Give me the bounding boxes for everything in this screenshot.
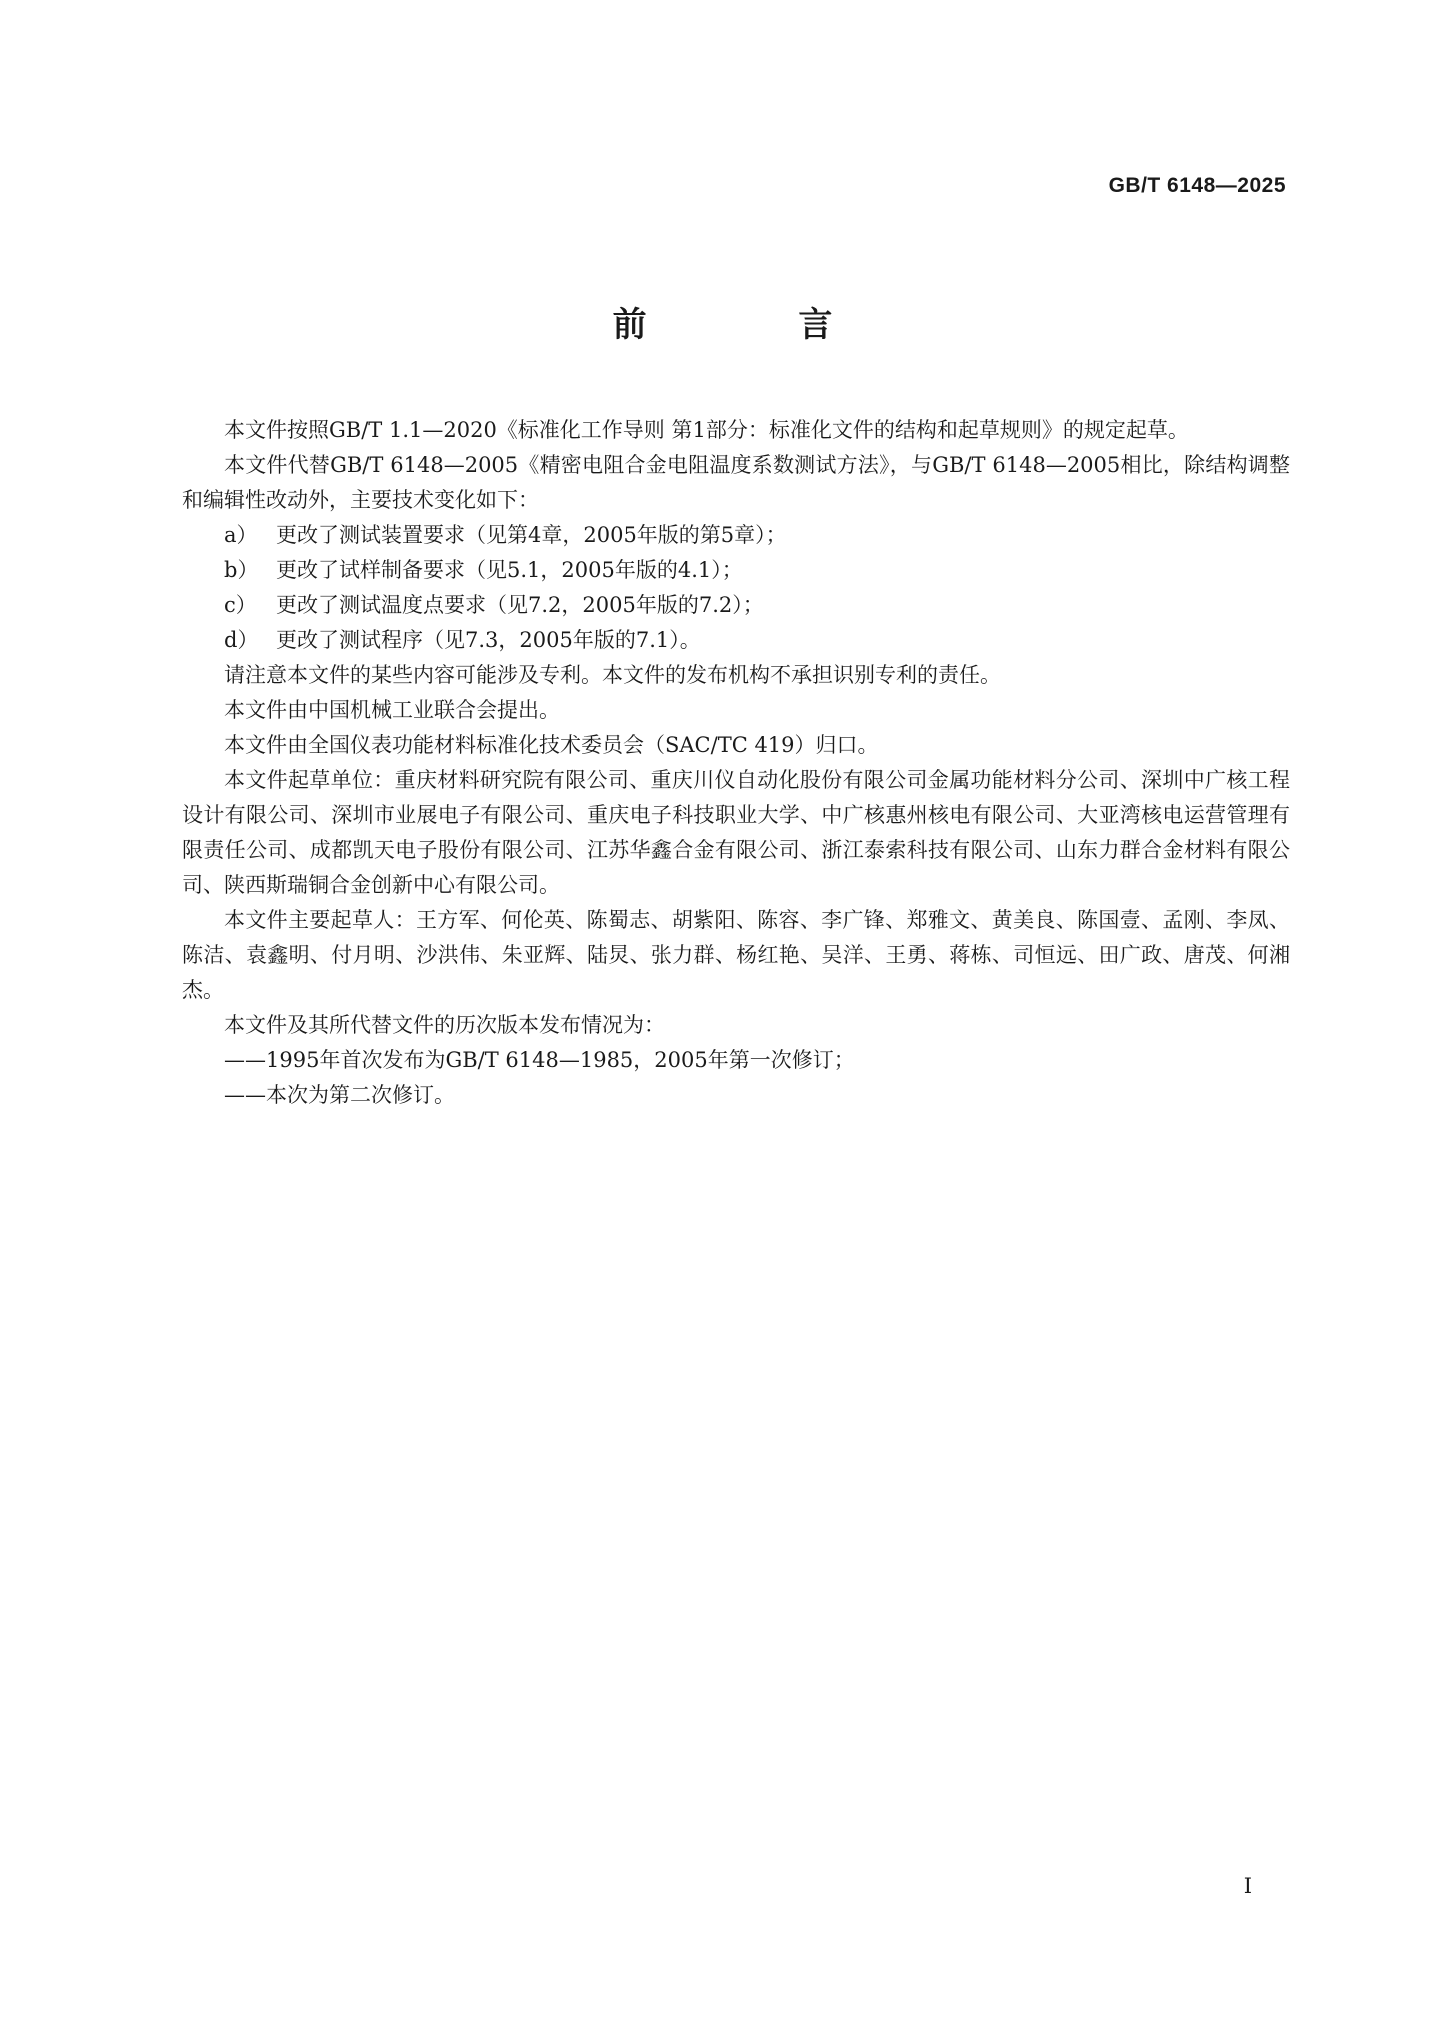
committee-paragraph: 本文件由全国仪表功能材料标准化技术委员会（SAC/TC 419）归口。 <box>224 733 879 757</box>
page-number: I <box>1243 1874 1252 1898</box>
drafters-paragraph: 本文件主要起草人：王方军、何伦英、陈蜀志、胡紫阳、陈容、李广锋、郑雅文、黄美良、陈国壹、孟刚、李凤、陈洁、袁鑫明、付月明、沙洪伟、朱亚辉、陆炅、张力群、杨红艳、吴洋、王勇、蒋栋、司恒远、田广政、唐茂、何湘杰。 <box>182 908 1290 1002</box>
change-marker: b） <box>224 558 259 582</box>
change-item-c <box>182 588 1290 623</box>
version-history-item: ——本次为第二次修订。 <box>224 1083 455 1107</box>
change-item-b <box>182 553 1290 588</box>
change-text: 更改了测试装置要求（见第4章，2005年版的第5章）； <box>276 523 787 547</box>
change-text: 更改了测试温度点要求（见7.2，2005年版的7.2）； <box>276 593 764 617</box>
version-history-item: ——1995年首次发布为GB/T 6148—1985，2005年第一次修订； <box>224 1048 855 1072</box>
replacement-paragraph: 本文件代替GB/T 6148—2005《精密电阻合金电阻温度系数测试方法》，与GB/T 6148—2005相比，除结构调整和编辑性改动外，主要技术变化如下： <box>182 453 1290 512</box>
drafting-units-paragraph: 本文件起草单位：重庆材料研究院有限公司、重庆川仪自动化股份有限公司金属功能材料分公司、深圳中广核工程设计有限公司、深圳市业展电子有限公司、重庆电子科技职业大学、中广核惠州核电有限公司、大亚湾核电运营管理有限责任公司、成都凯天电子股份有限公司、江苏华鑫合金有限公司、浙江泰索科技有限公司、山东力群合金材料有限公司、陕西斯瑞铜合金创新中心有限公司。 <box>182 768 1290 897</box>
change-item-a <box>182 518 1290 553</box>
change-marker: d） <box>224 628 259 652</box>
change-item-d <box>182 623 1290 658</box>
drafting-basis-paragraph: 本文件按照GB/T 1.1—2020《标准化工作导则 第1部分：标准化文件的结构和起草规则》的规定起草。 <box>224 418 1189 442</box>
proposer-paragraph: 本文件由中国机械工业联合会提出。 <box>224 698 560 722</box>
change-marker: c） <box>224 593 257 617</box>
change-text: 更改了试样制备要求（见5.1，2005年版的4.1）； <box>276 558 743 582</box>
patent-notice-paragraph: 请注意本文件的某些内容可能涉及专利。本文件的发布机构不承担识别专利的责任。 <box>224 663 1001 687</box>
change-text: 更改了测试程序（见7.3，2005年版的7.1）。 <box>276 628 701 652</box>
document-body <box>182 413 1290 1113</box>
version-history-intro: 本文件及其所代替文件的历次版本发布情况为： <box>224 1013 665 1037</box>
standard-code: GB/T 6148—2025 <box>1108 174 1286 197</box>
page-title: 前 言 <box>612 305 903 345</box>
change-marker: a） <box>224 523 258 547</box>
